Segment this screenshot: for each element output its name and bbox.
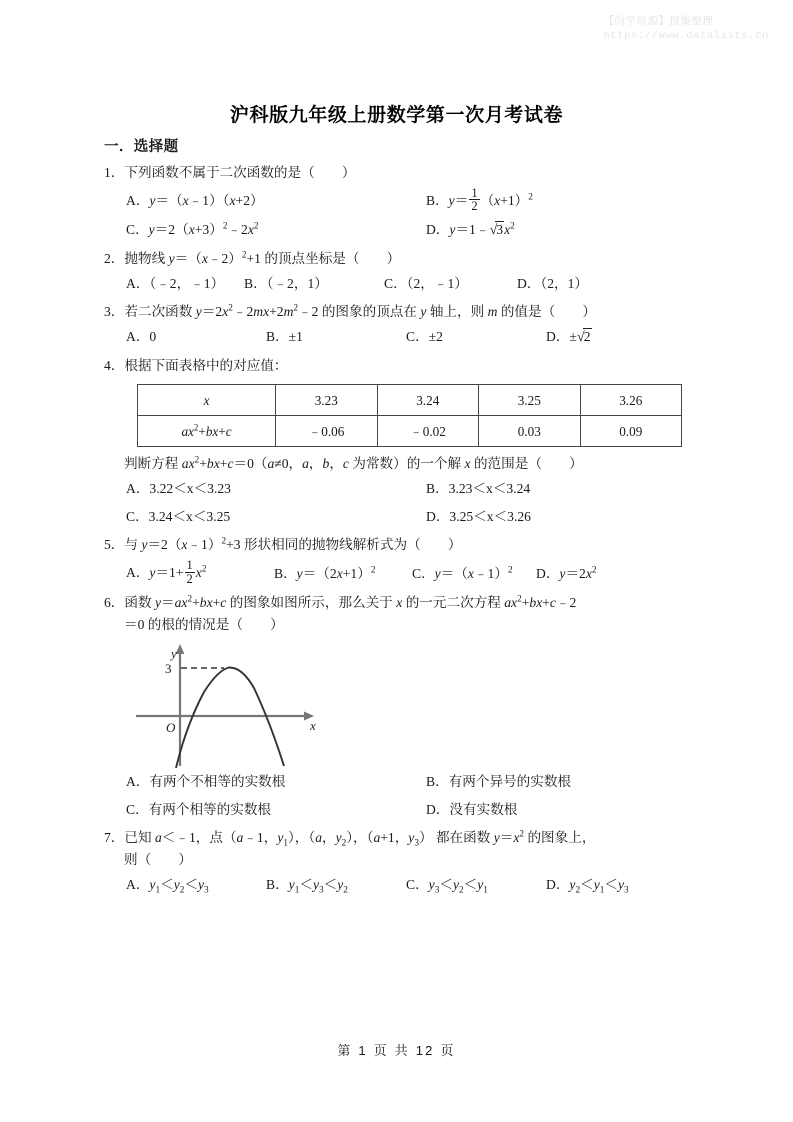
watermark [603,14,769,44]
fraction-one-half: $\frac{1}{2}$ [186,558,193,587]
question-4-text2-tail: 的范围是（ ） [470,456,583,472]
question-6-number: 6． [104,594,125,610]
page-title: 沪科版九年级上册数学第一次月考试卷 [229,105,564,126]
y-axis-arrow [176,644,185,654]
table-row [138,416,682,447]
question-3 [104,301,704,349]
vertex-value-label: 3 [165,660,172,676]
question-3-text-mid: 的图象的顶点在 [318,304,421,320]
question-2-option-a[interactable]: A．（﹣2，﹣1） [126,276,225,292]
question-4-options [104,478,704,528]
question-7-text-post: 的图象上， [524,830,596,846]
question-1-option-b[interactable]: B．y＝ $\frac{1}{2}$ $(x+1)^2$ [426,185,533,214]
question-2-option-b[interactable]: B．（﹣2，1） [244,276,328,292]
option-b-label: B． [426,192,449,208]
origin-label: O [166,719,176,735]
question-7-option-b[interactable]: B．$y_1<y_3<y_2$ [266,877,348,895]
question-5-option-a[interactable]: A．y＝1+ $\frac{1}{2}$ $x^2$ [126,558,207,587]
question-2-option-d[interactable]: D．（2，1） [517,276,588,292]
option-row [126,799,704,821]
option-c-label: C． [126,222,149,238]
question-5-text-post: 形状相同的抛物线解析式为（ ） [240,537,462,553]
question-2-number: 2． [104,251,125,267]
question-2-text-post: 的顶点坐标是（ ） [260,251,401,267]
question-5-option-b[interactable]: B．$y=(2x+1)^2$ [274,564,376,581]
question-6-figure-wrap [104,640,704,768]
option-a-label: A． [126,565,150,581]
option-d-label: D．± [546,329,577,345]
question-3-text-post: 轴上，则 [426,304,488,320]
question-7-stem-line2: 则（ ） [124,852,192,868]
question-1 [104,162,704,243]
table-cell: 3.26 [580,385,682,416]
question-1-option-c[interactable]: C．$y=2(x+3)^2﹣2x^2$ [126,220,259,238]
parabola-curve [176,667,284,768]
question-5-options [104,559,704,586]
table-cell: 3.24 [377,385,479,416]
question-4-option-c[interactable]: C．3.24＜x＜3.25 [126,509,231,525]
question-7 [104,827,704,896]
question-3-stem: 3．若二次函数 $y=2x^2﹣2mx+2m^2﹣2$ 的图象的顶点在 y 轴上，则 m 的值是（ ） [104,302,596,320]
question-6-stem-line2: ＝0 的根的情况是（ ） [124,616,284,632]
option-d-label: D． [426,222,450,238]
question-3-option-b[interactable]: B．±1 [266,329,303,345]
table-cell: ﹣0.06 [276,416,378,447]
question-4 [104,355,704,528]
option-row [126,506,704,528]
question-5 [104,534,704,586]
correspondence-table [137,384,682,447]
option-c-label: C． [412,565,435,581]
question-4-stem [104,355,704,377]
table-row [138,385,682,416]
question-6-option-a[interactable]: A．有两个不相等的实数根 [126,773,286,789]
question-7-var-a: a [154,830,162,846]
option-row [126,219,704,242]
option-b-label: B． [274,565,297,581]
table-cell: $ax^2+bx+c$ [138,416,276,447]
question-4-option-a[interactable]: A．3.22＜x＜3.23 [126,481,231,497]
option-row [126,874,704,896]
table-cell: 0.09 [580,416,682,447]
question-3-text-end: 的值是（ ） [497,304,596,320]
question-5-text-pre: 与 [124,537,142,553]
option-row [126,187,704,214]
question-6-text-pre: 函数 [124,594,155,610]
question-2-text-pre: 抛物线 [124,251,169,267]
table-cell: 0.03 [479,416,581,447]
option-row [126,326,704,349]
question-6-text-mid: 的图象如图所示，那么关于 [226,594,397,610]
section-heading-choice: 一．选择题 [104,139,179,155]
question-7-option-d[interactable]: D．$y_2<y_1<y_3$ [546,877,629,895]
option-a-label: A． [126,192,150,208]
question-4-text2-end: 为常数）的一个解 [348,456,465,472]
square-root-icon: √2 [576,329,591,346]
question-3-options [104,326,704,349]
page-footer: 第 1 页 共 12 页 [337,1043,456,1058]
question-7-text-pre: 已知 [124,830,155,846]
option-d-label: D． [536,565,560,581]
question-4-text2-post: ≠0， [274,456,303,472]
exam-content [104,140,704,902]
question-4-text: 根据下面表格中的对应值： [124,358,288,374]
question-7-stem: 7．已知 a＜﹣1，点（a﹣1，$y_1$），（a，$y_2$），（a+1，$y_3$） 都在函数 $y=x^2$ 的图象上， [104,828,596,848]
option-row [126,771,704,793]
table-cell: ﹣0.02 [377,416,479,447]
question-5-stem: 5．与 y＝2（x﹣1）$^2$+3 形状相同的抛物线解析式为（ ） [104,535,462,553]
question-6-option-d[interactable]: D．没有实数根 [426,802,518,817]
parabola-graph [134,640,324,768]
question-3-option-a[interactable]: A．0 [126,329,157,345]
question-1-text: 下列函数不属于二次函数的是（ ） [124,164,356,180]
question-6 [104,592,704,821]
question-1-options [104,187,704,243]
question-1-option-a[interactable]: A．y＝（x﹣1）（x+2） [126,192,264,208]
question-3-option-d[interactable] [546,326,592,349]
question-5-option-d[interactable]: D．$y=2x^2$ [536,564,597,581]
question-6-option-b[interactable]: B．有两个异号的实数根 [426,773,572,789]
question-4-option-d[interactable]: D．3.25＜x＜3.26 [426,509,531,525]
question-2-option-c[interactable]: C．（2，﹣1） [384,276,468,292]
question-2 [104,248,704,295]
question-7-options [104,874,704,896]
question-4-sep-1: ， [308,456,323,472]
question-1-stem [104,162,704,184]
question-7-text-mid: 都在函数 [432,830,494,846]
question-4-table-wrap [104,384,704,447]
question-6-stem: 6．函数 $y=ax^2+bx+c$ 的图象如图所示，那么关于 x 的一元二次方程 $ax^2+bx+c﹣2$ [104,593,577,610]
question-4-text2-pre: 判断方程 [124,456,182,472]
question-3-option-c[interactable]: C．±2 [406,329,443,345]
question-6-text-post: 的一元二次方程 [402,594,505,610]
option-row [126,559,704,586]
table-cell: 3.23 [276,385,378,416]
option-row [126,273,704,295]
question-1-option-d[interactable]: D．$y=1﹣√3x^2$ [426,219,515,242]
question-4-sep-2: ， [329,456,343,472]
question-2-options [104,273,704,295]
question-3-text-pre: 若二次函数 [124,304,196,320]
question-1-number: 1． [104,164,125,180]
question-5-option-c[interactable]: C．y＝（x﹣1）$^2$ [412,564,513,581]
square-root-icon: √3 [489,222,504,239]
option-row [126,478,704,500]
question-4-option-b[interactable]: B．3.23＜x＜3.24 [426,481,531,497]
question-6-options [104,771,704,821]
question-7-text-cond: ＜﹣1，点（ [161,830,237,846]
question-6-option-c[interactable]: C．有两个相等的实数根 [126,802,272,817]
watermark-url: https://www.datalists.cn [603,30,769,43]
x-axis-label: x [310,717,316,733]
question-4-stem-2: 判断方程 $ax^2+bx+c=0(a\ne 0$，a，b，c 为常数）的一个解 x 的范围是（ ） [124,454,583,472]
fraction-one-half: $\frac{1}{2}$ [471,185,478,214]
table-cell: x [138,385,276,416]
question-2-stem: 2．抛物线 y＝（x﹣2）$^2$+1 的顶点坐标是（ ） [104,249,401,267]
question-5-number: 5． [104,537,125,553]
question-7-option-a[interactable]: A．$y_1<y_2<y_3$ [126,877,209,895]
question-7-option-c[interactable]: C．$y_3<y_2<y_1$ [406,877,488,895]
watermark-source-label: 【尚学资源】搜集整理 [603,15,714,27]
table-cell: 3.25 [479,385,581,416]
question-3-number: 3． [104,304,125,320]
y-axis-label: y [171,645,177,661]
question-7-number: 7． [104,830,125,846]
parabola-graph-svg [134,640,324,768]
question-4-text2-mid: ＝0（ [233,456,268,472]
question-4-number: 4． [104,358,125,374]
